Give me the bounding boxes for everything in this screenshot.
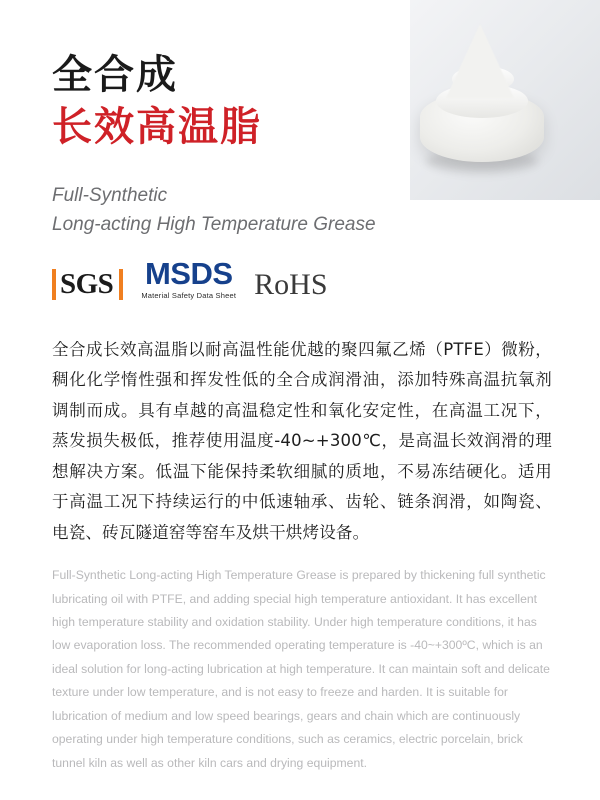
certification-logos bbox=[52, 258, 328, 300]
page-subtitle-en-line2: Long-acting High Temperature Grease bbox=[52, 213, 376, 235]
body-text-en: Full-Synthetic Long-acting High Temperature Grease is prepared by thickening full synthetic lubricating oil with PTFE, and adding special high temperature antioxidant. It has excellent high temperature stability and oxidation stability. Under high temperature conditions, it has low evaporation loss. The recommended operating temperature is -40~+300ºC, which is an ideal solution for long-acting lubrication at high temperature. It can maintain soft and delicate texture under low temperature, and is not easy to freeze and harden. It is suitable for lubrication of medium and low speed bearings, gears and chain which are continuously operating under high temperature conditions, such as ceramics, electric porcelain, brick tunnel kiln as well as other kiln cars and drying equipment. bbox=[52, 568, 550, 770]
body-text-cn: 全合成长效高温脂以耐高温性能优越的聚四氟乙烯（PTFE）微粉，稠化化学惰性强和挥发性低的全合成润滑油，添加特殊高温抗氧剂调制而成。具有卓越的高温稳定性和氧化安定性，在高温工况下，蒸发损失极低，推荐使用温度-40~+300℃，是高温长效润滑的理想解决方案。低温下能保持柔软细腻的质地，不易冻结硬化。适用于高温工况下持续运行的中低速轴承、齿轮、链条润滑，如陶瓷、电瓷、砖瓦隧道窑等窑车及烘干烘烤设备。 bbox=[52, 339, 552, 542]
msds-label: MSDS bbox=[144, 256, 233, 291]
page-subtitle-en-line1: Full-Synthetic bbox=[52, 185, 168, 206]
grease-cone-icon bbox=[446, 24, 514, 98]
page-title-cn-secondary: 长效高温脂 bbox=[52, 104, 262, 150]
page-subtitle-en bbox=[52, 182, 452, 239]
sgs-logo bbox=[52, 269, 123, 300]
sgs-label: SGS bbox=[60, 267, 114, 300]
title-block bbox=[52, 52, 452, 239]
msds-logo bbox=[141, 258, 236, 300]
rohs-logo bbox=[254, 267, 328, 301]
rohs-label: RoHS bbox=[254, 267, 328, 301]
msds-sublabel: Material Safety Data Sheet bbox=[141, 291, 237, 300]
page-title-cn-primary: 全合成 bbox=[52, 52, 178, 98]
